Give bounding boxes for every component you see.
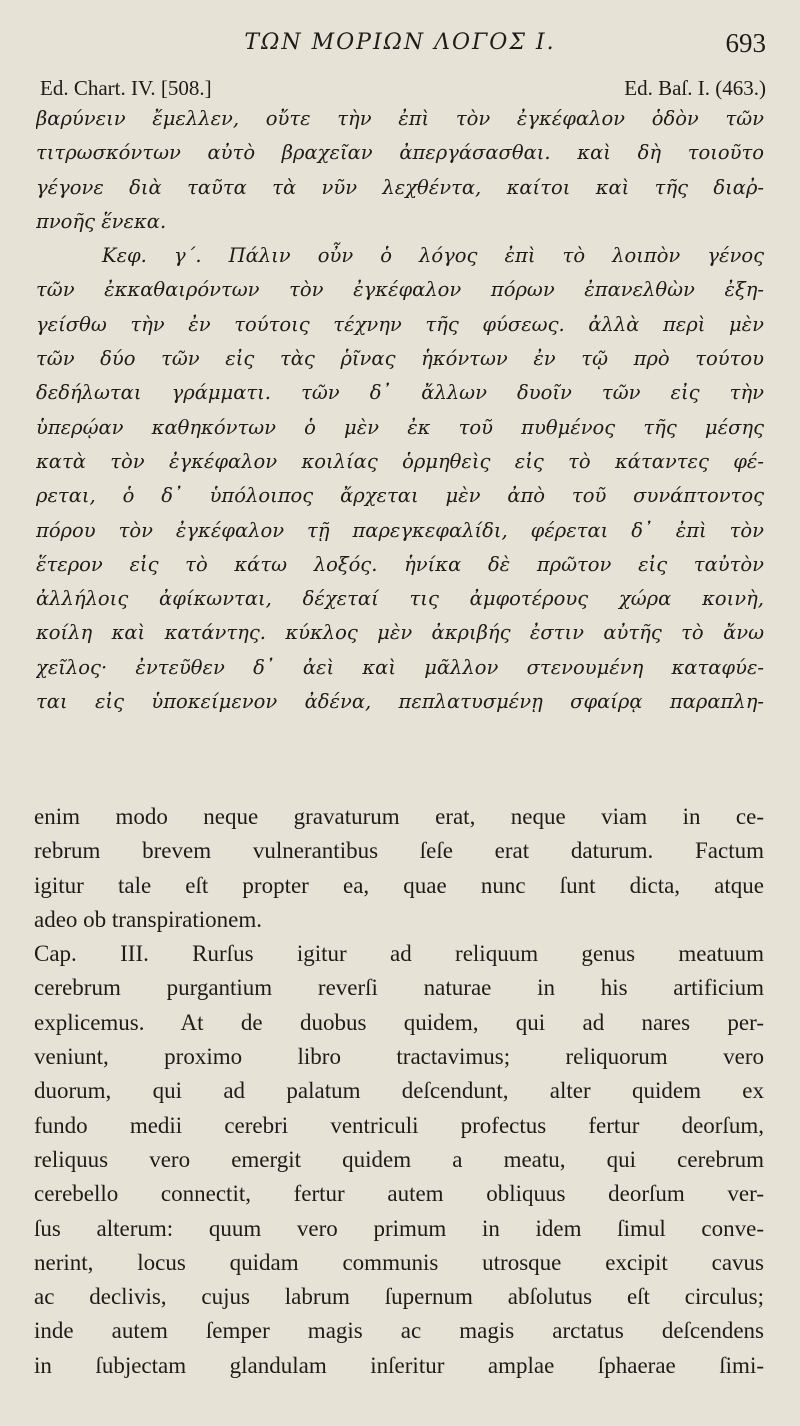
running-head: [0, 28, 800, 62]
greek-line: πνοῆς ἕνεκα.: [36, 209, 167, 233]
latin-line: enim modo neque gravaturum erat, neque viam in ce-: [34, 804, 764, 829]
latin-line: fundo medii cerebri ventriculi profectus fertur deorſum,: [34, 1112, 764, 1138]
greek-line: ἕτερον εἰς τὸ κάτω λοξός. ἡνίκα δὲ πρῶτον εἰς ταὐτὸν: [36, 552, 764, 576]
latin-line: igitur tale eſt propter ea, quae nunc ſunt dicta, atque: [34, 872, 764, 898]
greek-line: βαρύνειν ἔμελλεν, οὔτε τὴν ἐπὶ τὸν ἐγκέφαλον ὁδὸν τῶν: [36, 107, 764, 130]
greek-line: γέγονε διὰ ταῦτα τὰ νῦν λεχθέντα, καίτοι καὶ τῆς διαῤ-: [36, 175, 764, 199]
edition-chartier: Ed. Chart. IV. [508.]: [40, 76, 212, 100]
latin-line: adeo ob transpirationem.: [34, 906, 263, 932]
greek-line: ὑπερῴαν καθηκόντων ὁ μὲν ἐκ τοῦ πυθμένος τῆς μέσης: [36, 415, 764, 439]
latin-line: ſus alterum: quum vero primum in idem ſimul conve-: [34, 1215, 764, 1241]
latin-line: rebrum brevem vulnerantibus ſeſe erat daturum. Factum: [34, 838, 764, 864]
latin-line: cerebrum purgantium reverſi naturae in his artificium: [34, 975, 764, 1001]
latin-line: ac declivis, cujus labrum ſupernum abſolutus eſt circulus;: [34, 1284, 764, 1310]
latin-line: explicemus. At de duobus quidem, qui ad nares per-: [34, 1009, 764, 1035]
latin-line: cerebello connectit, fertur autem obliquus deorſum ver-: [34, 1181, 764, 1207]
latin-line: veniunt, proximo libro tractavimus; reliquorum vero: [34, 1044, 764, 1070]
greek-line: ται εἰς ὑποκείμενον ἀδένα, πεπλατυσμένῃ σφαίρᾳ παραπλη-: [36, 690, 764, 714]
greek-line: τῶν ἐκκαθαιρόντων τὸν ἐγκέφαλον πόρων ἐπανελθὼν ἐξη-: [36, 278, 764, 302]
latin-text-block: [34, 800, 764, 1383]
latin-line: nerint, locus quidam communis utrosque excipit cavus: [34, 1249, 764, 1275]
edition-reference-line: [40, 76, 766, 102]
greek-chapter-heading-line: Κεφ. γ΄. Πάλιν οὖν ὁ λόγος ἐπὶ τὸ λοιπὸν γένος: [102, 244, 764, 268]
greek-line: χεῖλος· ἐντεῦθεν δ᾽ ἀεὶ καὶ μᾶλλον στενουμένη καταφύε-: [36, 655, 764, 679]
greek-line: ρεται, ὁ δ᾽ ὑπόλοιπος ἄρχεται μὲν ἀπὸ τοῦ συνάπτοντος: [36, 484, 764, 508]
greek-text-block: [36, 102, 764, 719]
latin-line: reliquus vero emergit quidem a meatu, qui cerebrum: [34, 1146, 764, 1172]
edition-basel: Ed. Baſ. I. (463.): [624, 76, 766, 100]
greek-line: δεδήλωται γράμματι. τῶν δ᾽ ἄλλων δυοῖν τῶν εἰς τὴν: [36, 381, 764, 405]
page-number: 693: [725, 28, 766, 58]
greek-line: κατὰ τὸν ἐγκέφαλον κοιλίας ὁρμηθεὶς εἰς τὸ κάταντες φέ-: [36, 449, 764, 473]
greek-line: κοίλη καὶ κατάντης. κύκλος μὲν ἀκριβής ἐστιν αὐτῆς τὸ ἄνω: [36, 621, 764, 645]
greek-line: τιτρωσκόντων αὐτὸ βραχεῖαν ἀπεργάσασθαι. καὶ δὴ τοιοῦτο: [36, 141, 764, 165]
latin-chapter-heading-line: Cap. III. Rurſus igitur ad reliquum genus meatuum: [34, 941, 764, 967]
running-title: ΤΩΝ ΜΟΡΙΩΝ ΛΟΓΟΣ Ι.: [244, 30, 556, 55]
greek-line: ἀλλήλοις ἀφίκωνται, δέχεταί τις ἀμφοτέρους χώρα κοινὴ,: [36, 587, 764, 611]
greek-line: γείσθω τὴν ἐν τούτοις τέχνην τῆς φύσεως. ἀλλὰ περὶ μὲν: [36, 312, 764, 336]
greek-line: τῶν δύο τῶν εἰς τὰς ῥῖνας ἡκόντων ἐν τῷ πρὸ τούτου: [36, 347, 764, 371]
latin-line: in ſubjectam glandulam inſeritur amplae ſphaerae ſimi-: [34, 1352, 764, 1378]
latin-line: inde autem ſemper magis ac magis arctatus deſcendens: [34, 1318, 764, 1344]
greek-line: πόρου τὸν ἐγκέφαλον τῇ παρεγκεφαλίδι, φέρεται δ᾽ ἐπὶ τὸν: [36, 518, 764, 542]
latin-line: duorum, qui ad palatum deſcendunt, alter quidem ex: [34, 1078, 764, 1104]
